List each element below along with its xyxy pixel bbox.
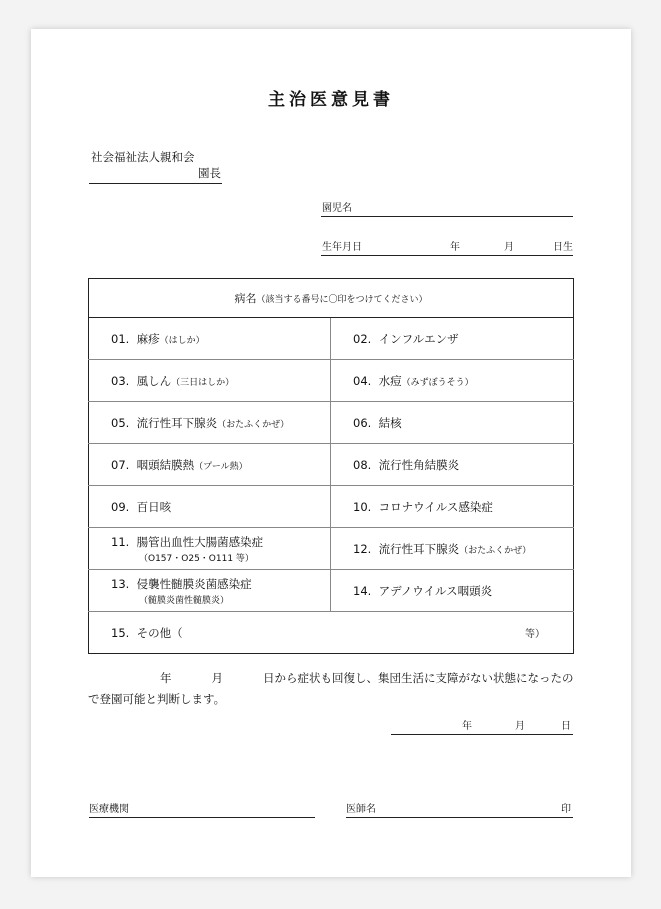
birth-year-label: 年	[450, 242, 460, 253]
disease-option-10[interactable]: 10. コロナウイルス感染症	[331, 486, 574, 528]
issue-month-label: 月	[515, 721, 525, 732]
disease-option-04[interactable]: 04. 水痘（みずぼうそう）	[331, 360, 574, 402]
table-row	[89, 612, 574, 654]
table-row	[89, 444, 574, 486]
table-row	[89, 402, 574, 444]
birth-day-label: 日生	[553, 242, 573, 253]
addressee-org: 社会福祉法人親和会	[91, 150, 195, 164]
disease-option-05[interactable]: 05. 流行性耳下腺炎（おたふくかぜ）	[89, 402, 331, 444]
disease-option-13[interactable]: 13. 侵襲性髄膜炎菌感染症 （髄膜炎菌性髄膜炎）	[89, 570, 331, 612]
header-note: （該当する番号に〇印をつけてください）	[256, 295, 428, 305]
child-name-label: 園児名	[322, 203, 352, 214]
birth-date-label: 生年月日	[322, 242, 362, 253]
table-row	[89, 360, 574, 402]
header-title: 病名	[234, 292, 257, 305]
disease-option-09[interactable]: 09. 百日咳	[89, 486, 331, 528]
disease-option-07[interactable]: 07. 咽頭結膜熱（プール熱）	[89, 444, 331, 486]
disease-table-header	[89, 279, 574, 318]
issue-day-label: 日	[561, 721, 571, 732]
doctor-label: 医師名	[346, 804, 376, 815]
disease-option-12[interactable]: 12. 流行性耳下腺炎（おたふくかぜ）	[331, 528, 574, 570]
disease-option-11[interactable]: 11. 腸管出血性大腸菌感染症 （O157・O25・O111 等）	[89, 528, 331, 570]
birth-month-label: 月	[504, 242, 514, 253]
child-name-field[interactable]	[321, 200, 573, 217]
statement-text: 日から症状も回復し、集団生活に支障がない状態になったので登園可能と判断します。	[88, 671, 574, 706]
addressee-underline	[89, 183, 222, 184]
statement-year: 年	[160, 671, 172, 685]
recovery-statement	[88, 668, 575, 710]
disease-option-02[interactable]: 02. インフルエンザ	[353, 331, 459, 346]
issue-year-label: 年	[462, 721, 472, 732]
institution-label: 医療機関	[89, 804, 129, 815]
disease-table	[88, 278, 574, 654]
disease-option-15-other[interactable]: 15. その他（ 等）	[89, 612, 574, 654]
disease-option-01[interactable]: 01. 麻疹（はしか）	[89, 318, 331, 360]
disease-option-14[interactable]: 14. アデノウイルス咽頭炎	[331, 570, 574, 612]
document-title: 主治医意見書	[268, 90, 394, 110]
table-row	[89, 570, 574, 612]
table-row	[89, 486, 574, 528]
doctor-name-field[interactable]	[346, 801, 573, 818]
addressee-role: 園長	[198, 166, 221, 180]
other-suffix: 等）	[525, 628, 546, 640]
table-row	[89, 318, 574, 360]
disease-option-03[interactable]: 03. 風しん（三日はしか）	[89, 360, 331, 402]
disease-option-08[interactable]: 08. 流行性角結膜炎	[331, 444, 574, 486]
seal-label: 印	[561, 804, 571, 815]
issue-date-field[interactable]	[391, 718, 573, 735]
birth-date-field[interactable]	[321, 239, 573, 256]
document-page	[31, 29, 631, 877]
statement-month: 月	[211, 671, 223, 685]
medical-institution-field[interactable]	[89, 801, 315, 818]
disease-option-06[interactable]: 06. 結核	[331, 402, 574, 444]
table-row	[89, 528, 574, 570]
